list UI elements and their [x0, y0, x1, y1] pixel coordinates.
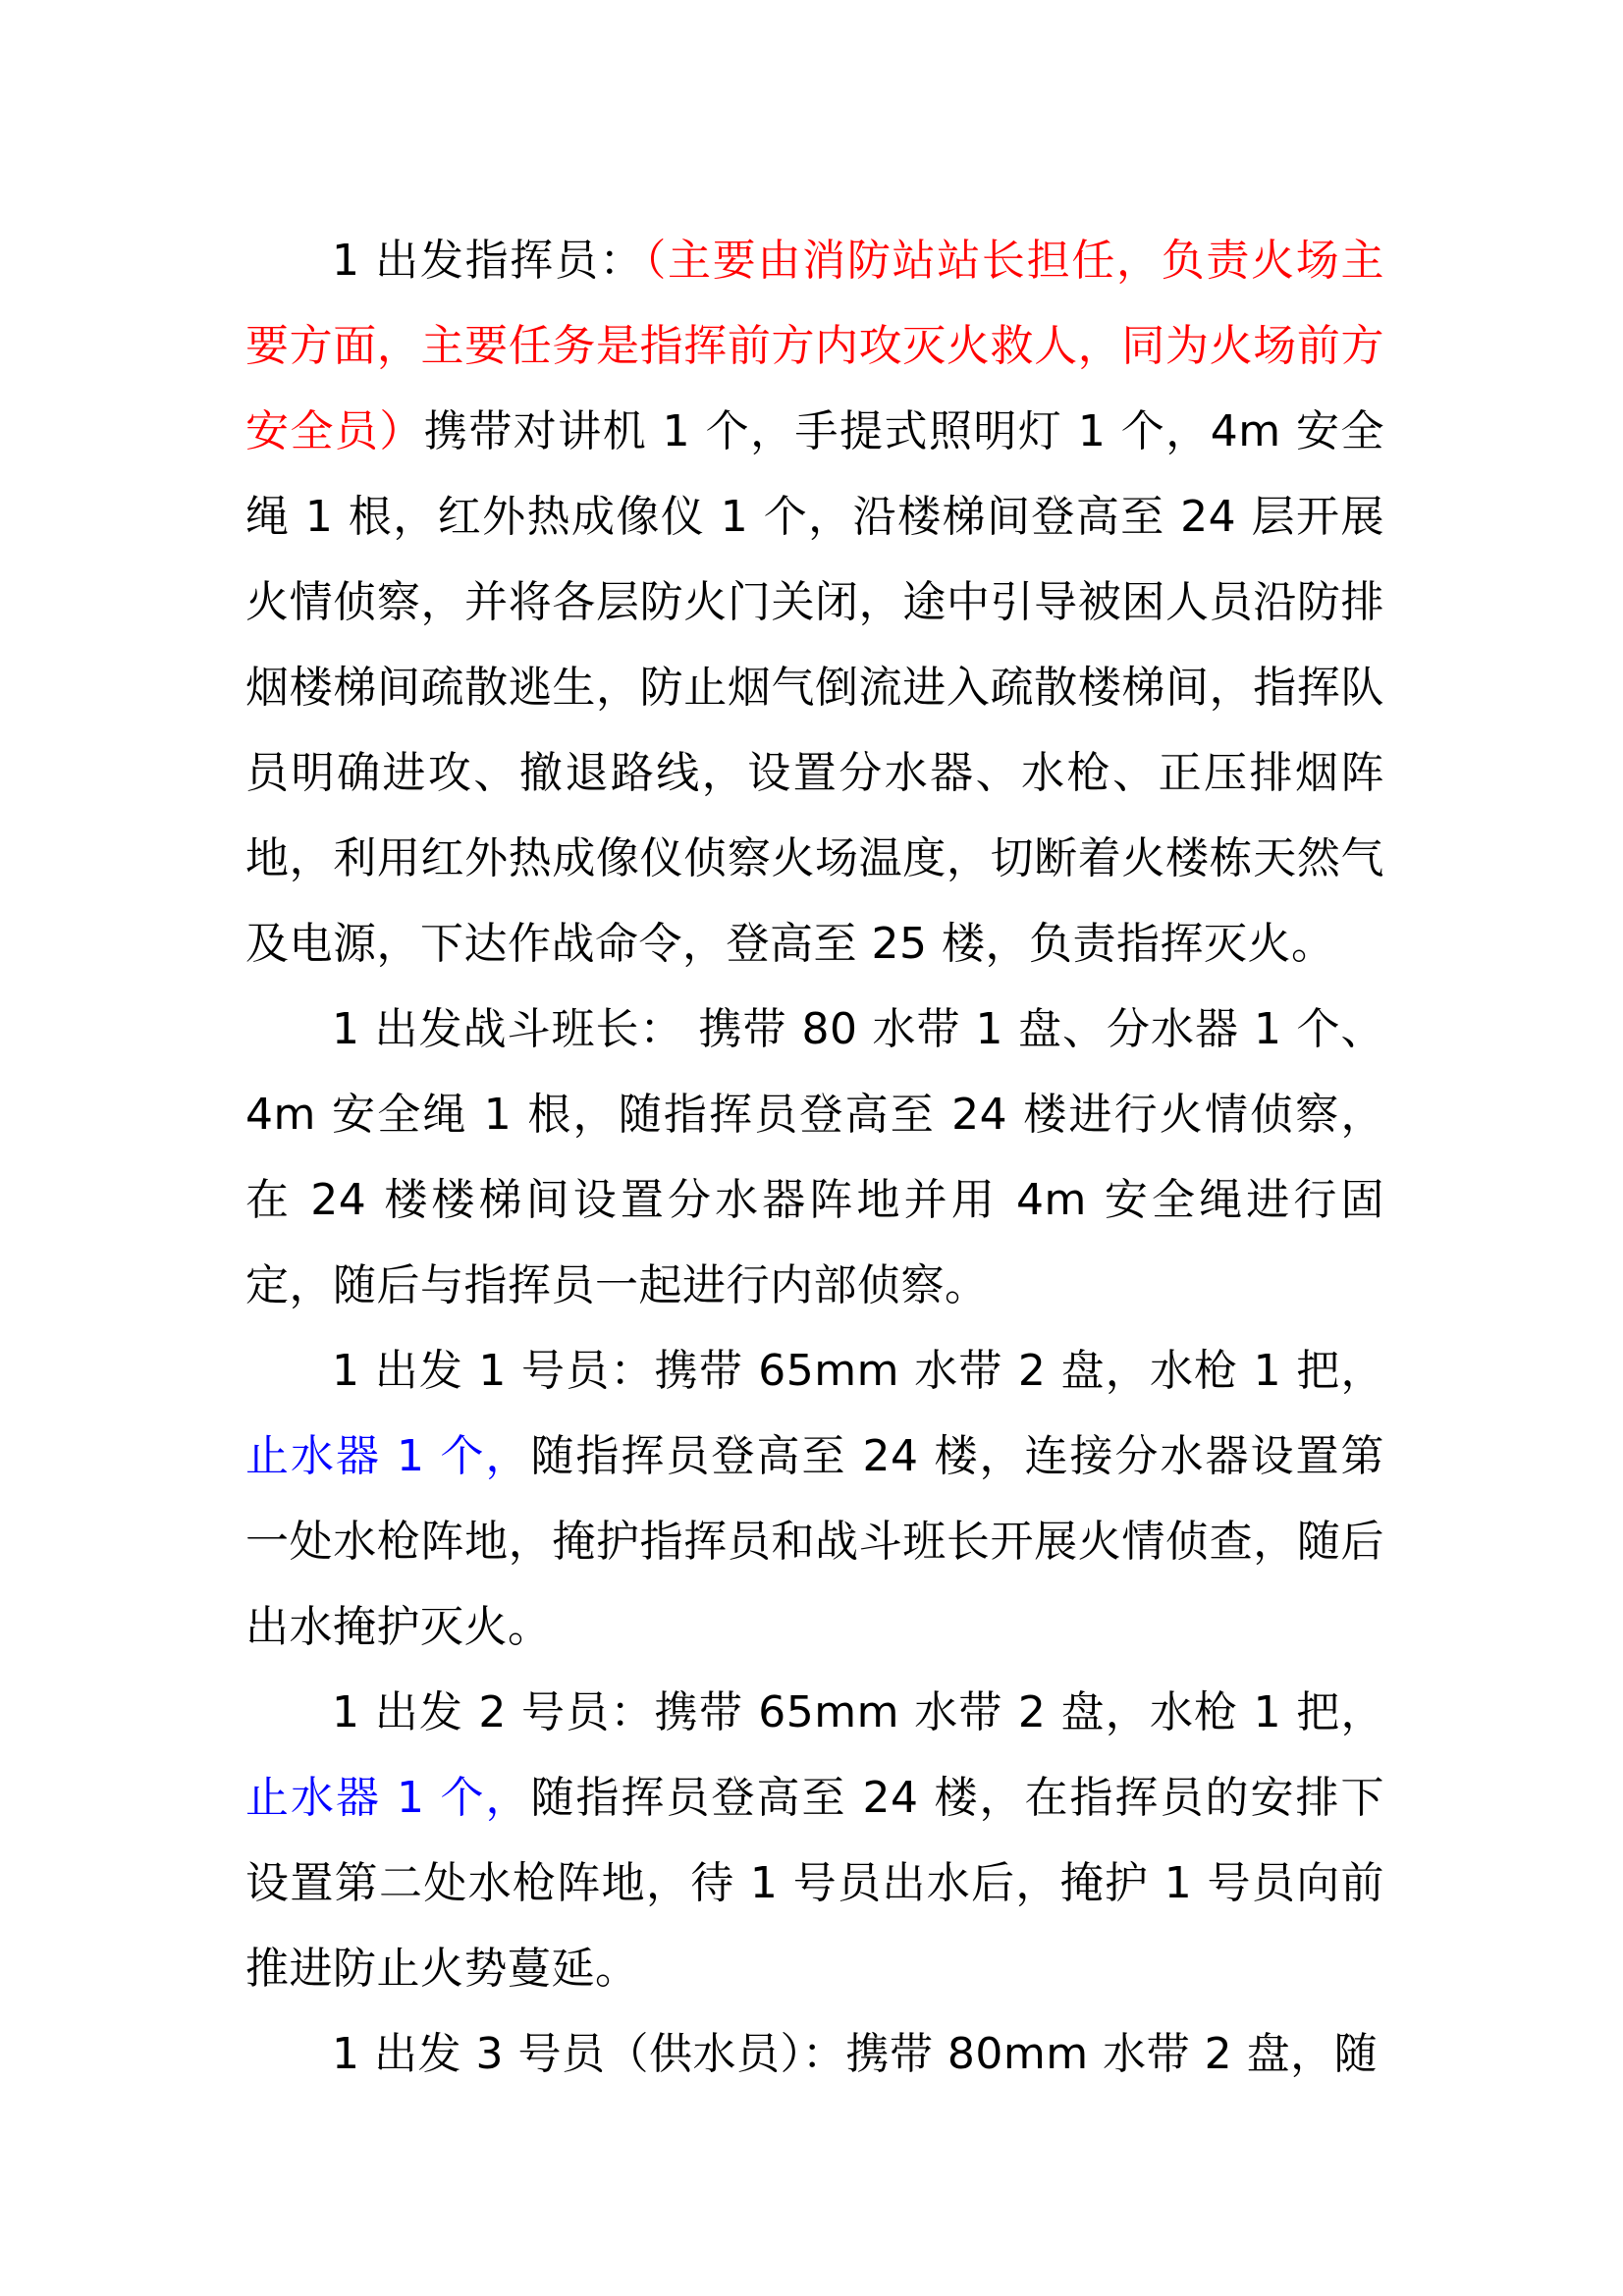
paragraph-commander-lead: 1 出发指挥员： — [332, 236, 645, 286]
paragraph-squad-leader — [245, 987, 1384, 1328]
paragraph-member-3 — [245, 2011, 1384, 2097]
paragraph-member-2-lead: 1 出发 2 号员：携带 65mm 水带 2 盘，水枪 1 把， — [332, 1687, 1384, 1737]
paragraph-member-1 — [245, 1328, 1384, 1670]
paragraph-member-3-text: 1 出发 3 号员（供水员）：携带 80mm 水带 2 盘，随 — [332, 2029, 1379, 2079]
document-body — [245, 218, 1384, 2097]
paragraph-member-2 — [245, 1670, 1384, 2011]
paragraph-member-1-body: 随指挥员登高至 24 楼，连接分水器设置第一处水枪阵地，掩护指挥员和战斗班长开展火情侦查，随后出水掩护灭火。 — [245, 1431, 1384, 1652]
paragraph-commander-role-note: （主要由消防站站长担任，负责火场主要方面，主要任务是指挥前方内攻灭火救人，同为火场前方安全员） — [245, 236, 1384, 456]
paragraph-member-1-highlight: 止水器 1 个， — [245, 1431, 531, 1481]
paragraph-commander-body: 携带对讲机 1 个，手提式照明灯 1 个，4m 安全绳 1 根，红外热成像仪 1 个，沿楼梯间登高至 24 层开展火情侦察，并将各层防火门关闭，途中引导被困人员沿防排烟楼梯间疏散逃生，防止烟气倒流进入疏散楼梯间，指挥队员明确进攻、撤退路线，设置分水器、水枪、正压排烟阵地，利用红外热成像仪侦察火场温度，切断着火楼栋天然气及电源，下达作战命令，登高至 25 楼，负责指挥灭火。 — [245, 406, 1384, 969]
paragraph-member-2-highlight: 止水器 1 个， — [245, 1773, 531, 1823]
paragraph-squad-leader-text: 1 出发战斗班长： 携带 80 水带 1 盘、分水器 1 个、4m 安全绳 1 根，随指挥员登高至 24 楼进行火情侦察，在 24 楼楼梯间设置分水器阵地并用 4m 安全绳进行固定，随后与指挥员一起进行内部侦察。 — [245, 1004, 1384, 1310]
paragraph-member-2-body: 随指挥员登高至 24 楼，在指挥员的安排下设置第二处水枪阵地，待 1 号员出水后，掩护 1 号员向前推进防止火势蔓延。 — [245, 1773, 1384, 1994]
paragraph-commander — [245, 218, 1384, 987]
paragraph-member-1-lead: 1 出发 1 号员：携带 65mm 水带 2 盘，水枪 1 把， — [332, 1346, 1384, 1396]
